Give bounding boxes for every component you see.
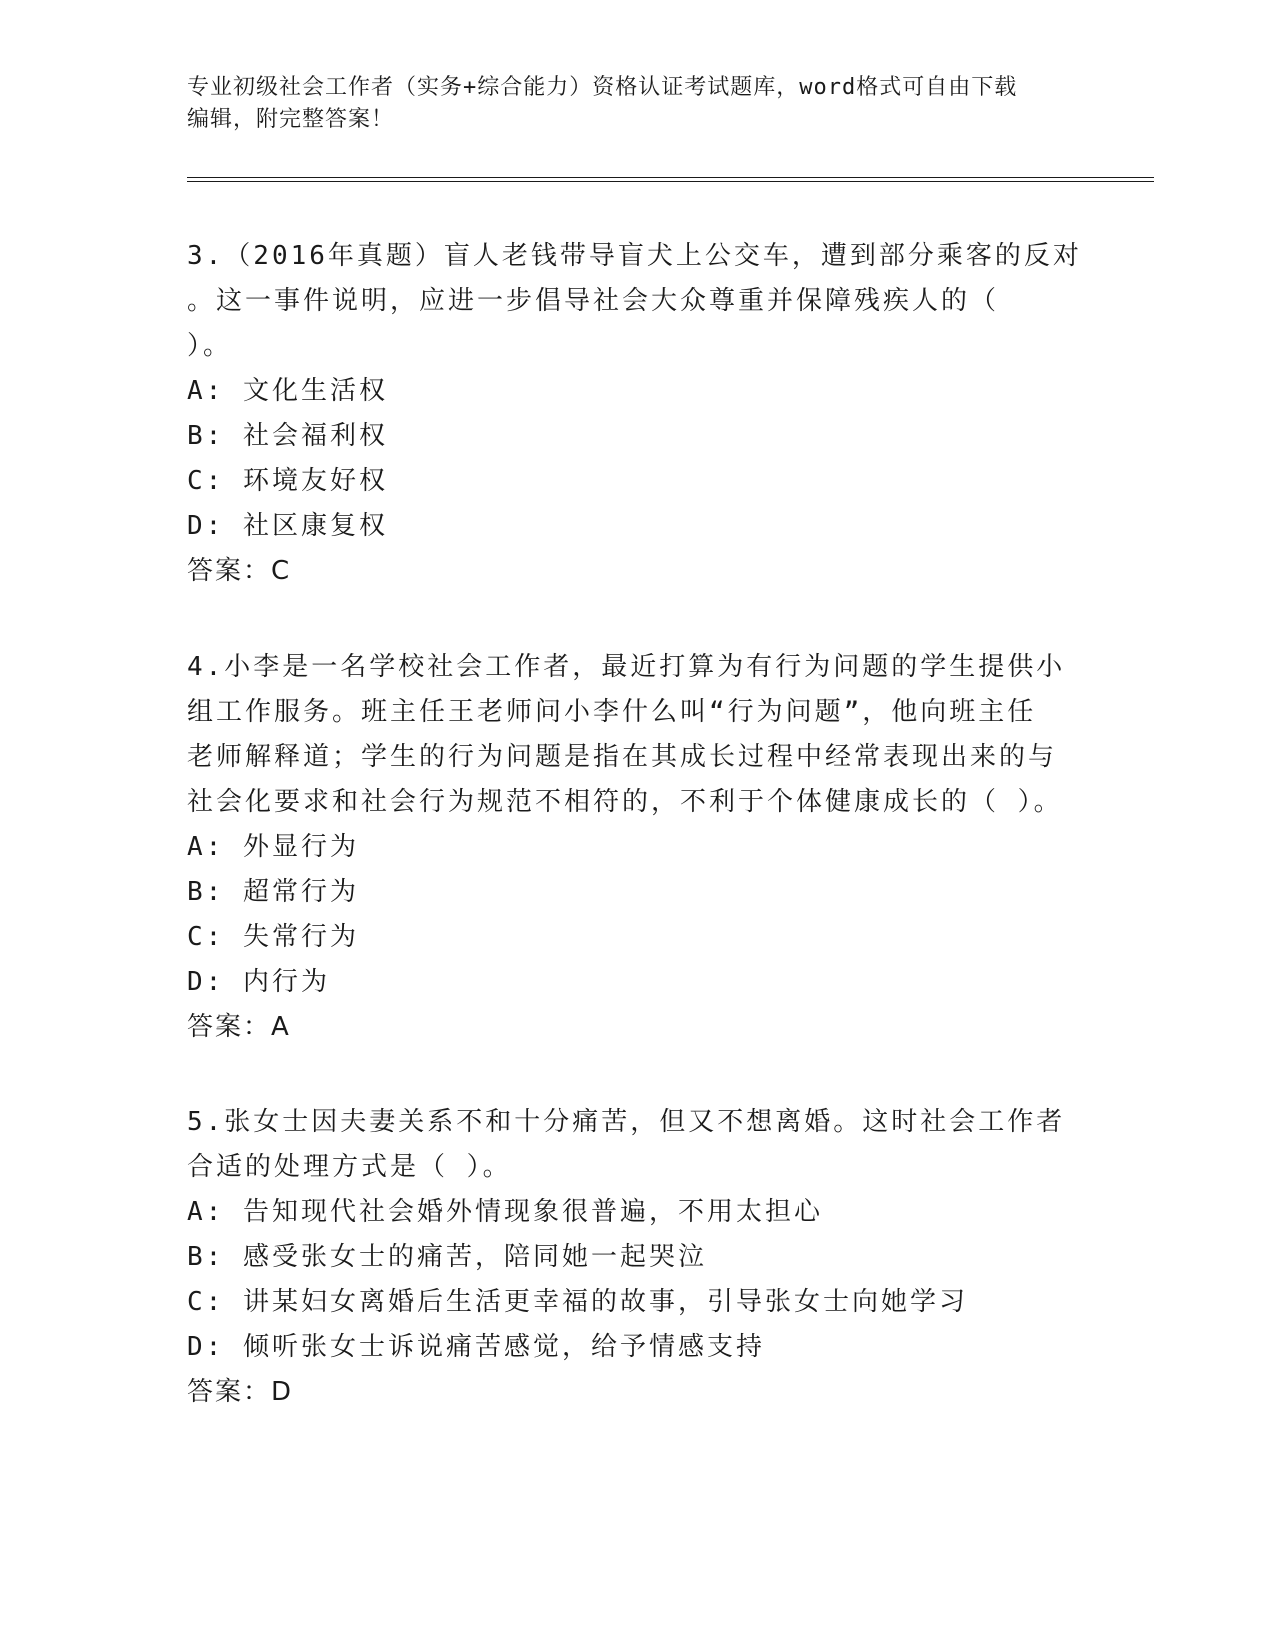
question-stem-line: 3.（2016年真题）盲人老钱带导盲犬上公交车，遭到部分乘客的反对 <box>187 241 1082 271</box>
option-a: A: 告知现代社会婚外情现象很普遍，不用太担心 <box>187 1197 823 1227</box>
option-c: C: 环境友好权 <box>187 466 388 496</box>
option-d: D: 内行为 <box>187 967 330 997</box>
option-d: D: 倾听张女士诉说痛苦感觉，给予情感支持 <box>187 1332 765 1362</box>
question-3 <box>187 234 1087 594</box>
question-stem-line: 社会化要求和社会行为规范不相符的，不利于个体健康成长的（ ）。 <box>187 787 1063 817</box>
answer: 答案：C <box>187 556 292 586</box>
header-line-1: 专业初级社会工作者（实务+综合能力）资格认证考试题库，word格式可自由下载 <box>187 75 1018 100</box>
header-line-2: 编辑，附完整答案！ <box>187 107 395 132</box>
header-divider <box>187 177 1154 182</box>
page-header <box>187 72 1087 136</box>
question-stem-line: 4.小李是一名学校社会工作者，最近打算为有行为问题的学生提供小 <box>187 652 1066 682</box>
option-c: C: 讲某妇女离婚后生活更幸福的故事，引导张女士向她学习 <box>187 1287 968 1317</box>
option-b: B: 感受张女士的痛苦，陪同她一起哭泣 <box>187 1242 707 1272</box>
option-a: A: 文化生活权 <box>187 376 388 406</box>
question-5 <box>187 1100 1087 1415</box>
answer: 答案：D <box>187 1377 294 1407</box>
option-b: B: 超常行为 <box>187 877 359 907</box>
option-a: A: 外显行为 <box>187 832 359 862</box>
question-stem-line: 组工作服务。班主任王老师问小李什么叫“行为问题”，他向班主任 <box>187 697 1037 727</box>
option-c: C: 失常行为 <box>187 922 359 952</box>
question-stem-line: 5.张女士因夫妻关系不和十分痛苦，但又不想离婚。这时社会工作者 <box>187 1107 1066 1137</box>
answer: 答案：A <box>187 1012 291 1042</box>
question-stem-line: 合适的处理方式是（ ）。 <box>187 1152 512 1182</box>
question-4 <box>187 645 1087 1050</box>
option-b: B: 社会福利权 <box>187 421 388 451</box>
question-stem-line: 。这一事件说明，应进一步倡导社会大众尊重并保障残疾人的（ <box>187 286 1000 316</box>
question-stem-line: ）。 <box>187 331 233 361</box>
option-d: D: 社区康复权 <box>187 511 388 541</box>
question-stem-line: 老师解释道；学生的行为问题是指在其成长过程中经常表现出来的与 <box>187 742 1058 772</box>
